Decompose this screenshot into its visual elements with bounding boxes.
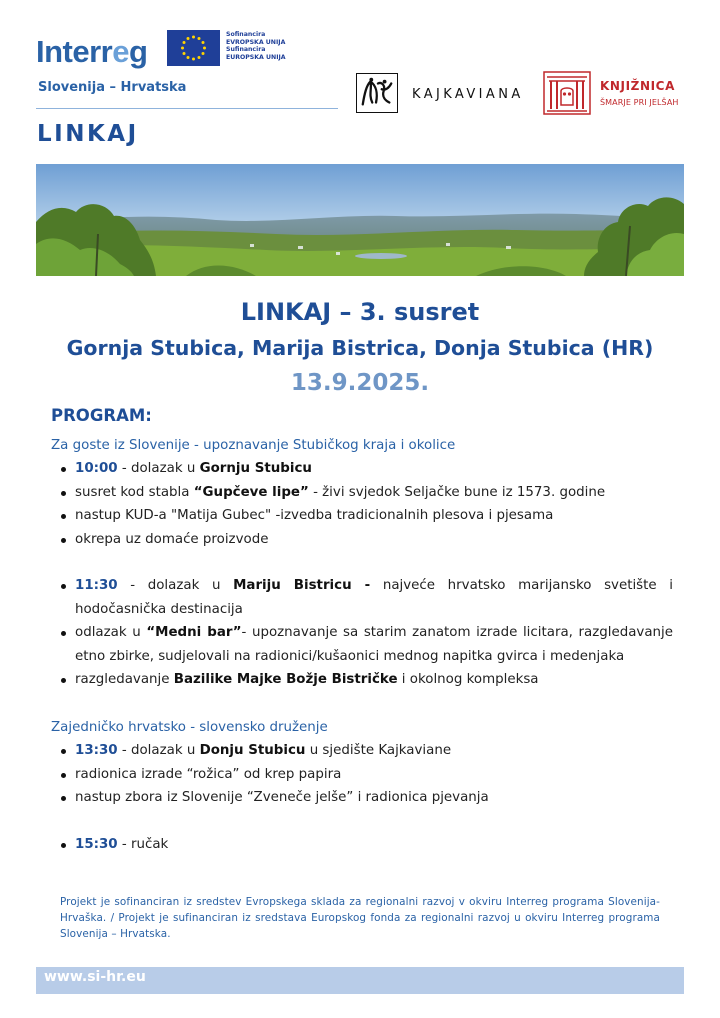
- bullet-icon: [61, 749, 66, 754]
- section-intro: Zajedničko hrvatsko - slovensko druženje: [51, 720, 328, 735]
- item-text: - ručak: [117, 836, 169, 852]
- interreg-logo: [36, 34, 147, 70]
- bullet-icon: [61, 631, 66, 636]
- bullet-icon: [61, 796, 66, 801]
- footer-link[interactable]: www.si-hr.eu: [44, 969, 146, 985]
- list-item: [51, 763, 673, 787]
- brand-prefix: Interr: [36, 34, 113, 69]
- item-bold: “Gupčeve lipe”: [193, 484, 309, 500]
- project-title: LINKAJ: [37, 121, 139, 147]
- program-heading: PROGRAM:: [51, 406, 152, 425]
- item-bold: Mariju Bistricu -: [233, 578, 371, 593]
- item-text: - upoznavanje sa starim zanatom izrade licitara, razgledavanje etno zbirke, sudjelovali na radionici/kušaonici mednog napitka gvirca i medenjaka: [75, 625, 673, 664]
- item-text: - živi svjedok Seljačke bune iz 1573. godine: [308, 484, 606, 500]
- library-name: KNJIŽNICA: [600, 79, 675, 93]
- programme-name: Slovenija – Hrvatska: [38, 80, 187, 95]
- item-text: radionica izrade “rožica” od krep papira: [75, 766, 342, 782]
- list-item: [51, 668, 673, 692]
- item-time: 15:30: [75, 836, 118, 852]
- library-logo-icon: [543, 71, 591, 115]
- list-item: [51, 528, 673, 552]
- bullet-icon: [61, 773, 66, 778]
- brand-letter: e: [112, 34, 129, 69]
- item-text: - dolazak u: [117, 743, 200, 758]
- list-item: [51, 457, 673, 481]
- item-text: odlazak u: [75, 625, 147, 640]
- bullet-icon: [61, 584, 66, 589]
- item-time: 10:00: [75, 461, 118, 476]
- item-text: u sjedište Kajkaviane: [305, 743, 452, 758]
- kajkaviana-name: KAJKAVIANA: [412, 87, 524, 102]
- list-item: [51, 833, 673, 857]
- item-text: i okolnog kompleksa: [397, 672, 539, 687]
- item-text: susret kod stabla: [75, 484, 194, 500]
- item-text: okrepa uz domaće proizvode: [75, 531, 269, 547]
- funding-footnote: Projekt je sofinanciran iz sredstev Evropskega sklada za regionalni razvoj v okviru Interreg programa Slovenija-Hrvaška. / Projekt je sufinanciran iz sredstava Europskog fonda za regionalni razvoj u okviru Interreg programa Slovenija – Hrvatska.: [60, 896, 660, 940]
- program-list: [51, 457, 673, 692]
- bullet-icon: [61, 491, 66, 496]
- item-bold: “Medni bar”: [146, 625, 242, 640]
- item-bold: Donju Stubicu: [199, 743, 306, 758]
- list-item: [51, 481, 673, 505]
- landscape-photo: [36, 164, 684, 276]
- eu-line: EVROPSKA UNIJA: [226, 38, 286, 46]
- bullet-icon: [61, 843, 66, 848]
- item-bold: Gornju Stubicu: [199, 461, 312, 476]
- list-item: [51, 739, 673, 763]
- list-item: [51, 574, 673, 621]
- header: [0, 0, 720, 160]
- event-places: Gornja Stubica, Marija Bistrica, Donja Stubica (HR): [66, 336, 654, 360]
- kajkaviana-logo-icon: [356, 73, 398, 113]
- item-time: 11:30: [75, 578, 118, 593]
- header-divider: [36, 108, 338, 109]
- brand-suffix: g: [129, 34, 148, 69]
- eu-flag-icon: [167, 30, 220, 66]
- eu-line: Sofinancira: [226, 31, 266, 38]
- item-bold: Bazilike Majke Božje Bistričke: [173, 672, 398, 687]
- list-item: [51, 504, 673, 528]
- eu-line: EUROPSKA UNIJA: [226, 53, 286, 61]
- event-title: LINKAJ – 3. susret: [240, 298, 480, 326]
- item-text: najveće hrvatsko marijansko svetište i hodočasnička destinacija: [75, 578, 673, 617]
- bullet-icon: [61, 514, 66, 519]
- section-intro: Za goste iz Slovenije - upoznavanje Stubičkog kraja i okolice: [51, 438, 456, 453]
- program-section-slovenian-guests: [51, 434, 673, 692]
- item-text: nastup zbora iz Slovenije “Zveneče jelše” i radionica pjevanja: [75, 790, 489, 805]
- item-text: - dolazak u: [117, 461, 200, 476]
- item-text: razgledavanje: [75, 672, 174, 687]
- footer-bar: [36, 967, 684, 994]
- eu-line: Sufinancira: [226, 46, 266, 54]
- item-time: 13:30: [75, 743, 118, 758]
- program-list: [51, 739, 673, 856]
- library-place: ŠMARJE PRI JELŠAH: [600, 98, 679, 107]
- list-item: [51, 786, 673, 810]
- list-item: [51, 621, 673, 668]
- eu-cofinancing-text: [226, 31, 286, 61]
- program-section-joint-gathering: [51, 716, 673, 856]
- event-date: 13.9.2025.: [290, 370, 430, 396]
- bullet-icon: [61, 678, 66, 683]
- item-text: nastup KUD-a "Matija Gubec" -izvedba tradicionalnih plesova i pjesama: [75, 508, 554, 523]
- bullet-icon: [61, 538, 66, 543]
- item-text: - dolazak u: [117, 578, 234, 593]
- bullet-icon: [61, 467, 66, 472]
